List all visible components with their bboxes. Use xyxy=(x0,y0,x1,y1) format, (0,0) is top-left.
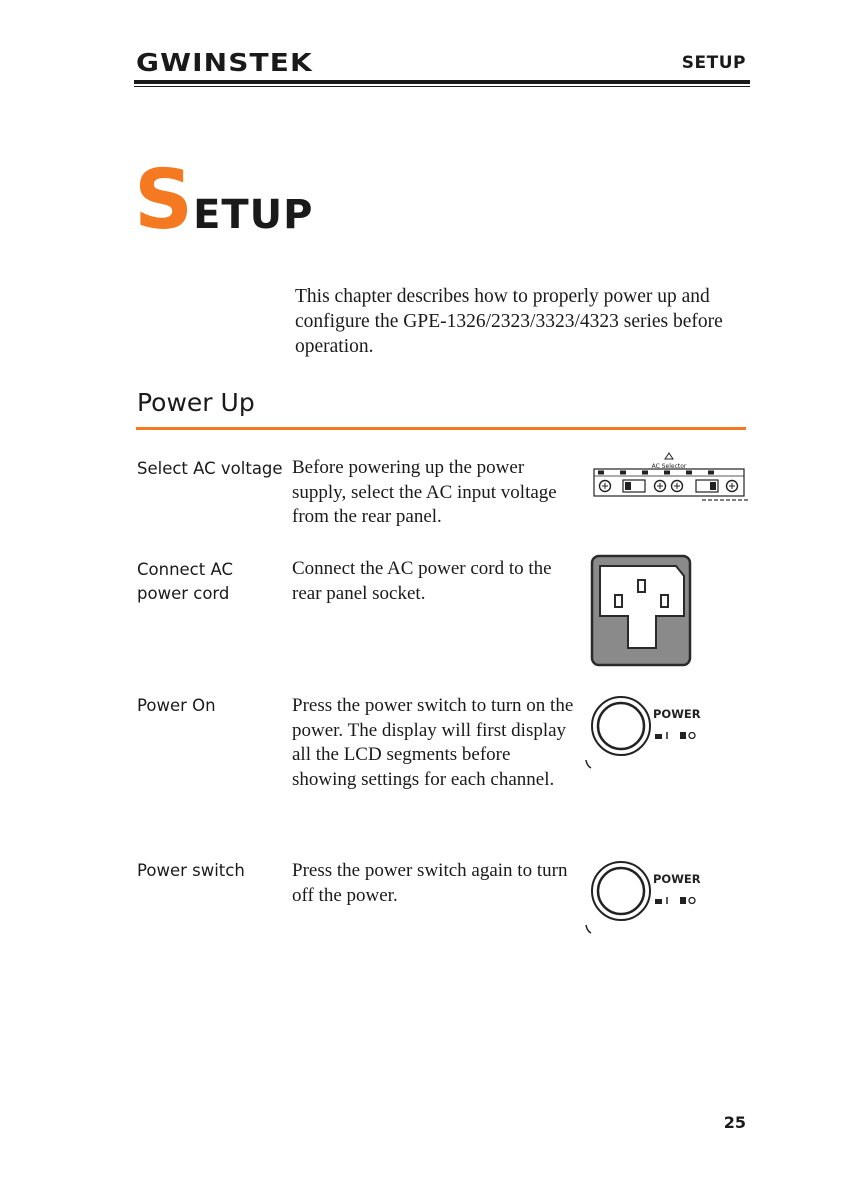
row-label-power-switch: Power switch xyxy=(137,861,245,880)
row-label-connect-ac-power-cord: Connect AC power cord xyxy=(137,560,233,603)
row-label-select-ac-voltage: Select AC voltage xyxy=(137,459,283,478)
row-desc-power-switch: Press the power switch again to turn off the power. xyxy=(292,860,568,906)
section-title: Power Up xyxy=(137,388,255,417)
row-desc-connect-ac-power-cord: Connect the AC power cord to the rear panel socket. xyxy=(292,558,552,604)
header-divider-thin xyxy=(134,86,750,87)
row-label-power-on: Power On xyxy=(137,696,216,715)
brand-logo: GWINSTEK xyxy=(136,48,313,77)
chapter-title-initial: S xyxy=(134,153,194,248)
row-desc-select-ac-voltage: Before powering up the power supply, select the AC input voltage from the rear panel. xyxy=(292,457,557,527)
chapter-title-rest: ETUP xyxy=(193,192,314,238)
ac-power-socket-icon xyxy=(590,554,694,668)
row-desc-power-on: Press the power switch to turn on the power. The display will first display all the LCD segments before showing settings for each channel. xyxy=(292,695,574,790)
power-switch-icon xyxy=(582,692,706,774)
header-divider xyxy=(134,80,750,84)
page-number: 25 xyxy=(723,1113,746,1132)
chapter-title xyxy=(134,153,314,248)
power-label: POWER xyxy=(653,872,701,886)
ac-selector-label: AC Selector xyxy=(651,463,687,470)
power-label: POWER xyxy=(653,707,701,721)
header-section-title: SETUP xyxy=(681,53,746,73)
ac-selector-panel-icon xyxy=(592,452,750,504)
section-divider xyxy=(136,427,746,430)
power-switch-icon xyxy=(582,857,706,939)
chapter-intro: This chapter describes how to properly power up and configure the GPE-1326/2323/3323/4323 series before operation. xyxy=(295,286,723,357)
